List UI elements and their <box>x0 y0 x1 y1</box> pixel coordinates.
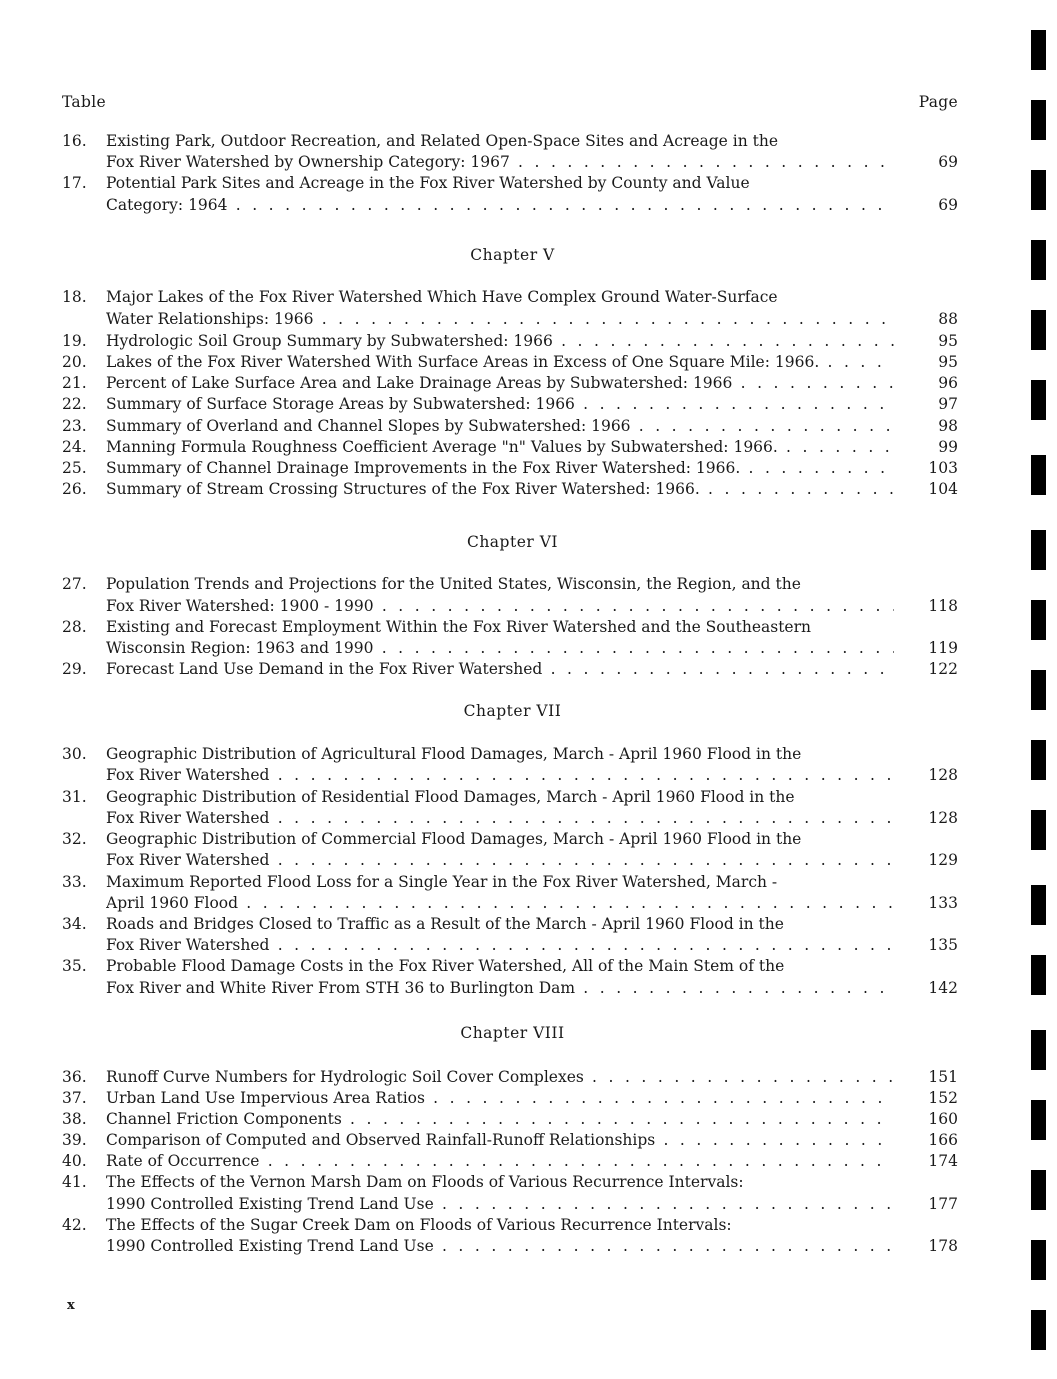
table-title: 1990 Controlled Existing Trend Land Use . . . <box>106 1236 894 1257</box>
table-number: 28. <box>62 618 87 636</box>
table-title: Fox River Watershed . . . <box>106 808 894 829</box>
table-number: 37. <box>62 1089 87 1107</box>
toc-entry-line <box>62 309 958 330</box>
page-number: 122 <box>928 660 958 678</box>
table-number: 18. <box>62 288 87 306</box>
table-title: The Effects of the Vernon Marsh Dam on Floods of Various Recurrence Intervals: <box>106 1173 744 1191</box>
page-number: 119 <box>928 639 958 657</box>
toc-entry-line <box>62 195 958 216</box>
toc-entry-line <box>62 574 958 595</box>
toc-entry-line <box>62 1194 958 1215</box>
edge-mark <box>1031 1310 1046 1350</box>
table-title: Fox River Watershed by Ownership Category: 1967 . . . <box>106 152 894 173</box>
column-header-page: Page <box>918 93 958 111</box>
table-title: Potential Park Sites and Acreage in the Fox River Watershed by County and Value <box>106 174 750 192</box>
table-title: Fox River Watershed . . . <box>106 850 894 871</box>
table-title: Maximum Reported Flood Loss for a Single Year in the Fox River Watershed, March - <box>106 873 778 891</box>
table-title: Manning Formula Roughness Coefficient Average "n" Values by Subwatershed: 1966. . . . <box>106 437 894 458</box>
toc-entry-line <box>62 617 958 638</box>
edge-mark <box>1031 600 1046 640</box>
page-number: 97 <box>938 395 958 413</box>
toc-entry-line <box>62 1215 958 1236</box>
table-number: 35. <box>62 957 87 975</box>
toc-entry-line <box>62 1236 958 1257</box>
toc-entry-line <box>62 1109 958 1130</box>
table-number: 39. <box>62 1131 87 1149</box>
page-number: 104 <box>928 480 958 498</box>
table-title: Major Lakes of the Fox River Watershed Which Have Complex Ground Water-Surface <box>106 288 778 306</box>
toc-entry-line <box>62 765 958 786</box>
table-number: 19. <box>62 332 87 350</box>
toc-entry-line <box>62 287 958 308</box>
edge-mark <box>1031 30 1046 70</box>
toc-entry-line <box>62 893 958 914</box>
edge-mark <box>1031 170 1046 210</box>
toc-entry-line <box>62 458 958 479</box>
table-title: Summary of Surface Storage Areas by Subwatershed: 1966 . . . <box>106 394 894 415</box>
table-title: Geographic Distribution of Commercial Flood Damages, March - April 1960 Flood in the <box>106 830 802 848</box>
table-title: Lakes of the Fox River Watershed With Surface Areas in Excess of One Square Mile: 1966. . . . <box>106 352 894 373</box>
table-title: Wisconsin Region: 1963 and 1990 . . . <box>106 638 894 659</box>
toc-entry-line <box>62 956 958 977</box>
table-title: Channel Friction Components . . . <box>106 1109 894 1130</box>
table-number: 41. <box>62 1173 87 1191</box>
page-number: 96 <box>938 374 958 392</box>
page-number: 103 <box>928 459 958 477</box>
chapter-heading: Chapter VI <box>466 533 559 551</box>
edge-mark <box>1031 455 1046 495</box>
table-title: Probable Flood Damage Costs in the Fox River Watershed, All of the Main Stem of the <box>106 957 785 975</box>
page-number: 135 <box>928 936 958 954</box>
chapter-heading: Chapter V <box>470 246 555 264</box>
toc-entry-line <box>62 744 958 765</box>
page-number: 118 <box>928 597 958 615</box>
table-title: Rate of Occurrence . . . <box>106 1151 894 1172</box>
table-title: Geographic Distribution of Residential Flood Damages, March - April 1960 Flood in the <box>106 788 795 806</box>
table-number: 40. <box>62 1152 87 1170</box>
table-number: 24. <box>62 438 87 456</box>
page-number: 178 <box>928 1237 958 1255</box>
toc-entry-line <box>62 1067 958 1088</box>
table-title: Fox River Watershed . . . <box>106 765 894 786</box>
page-number: 177 <box>928 1195 958 1213</box>
table-number: 42. <box>62 1216 87 1234</box>
table-title: Roads and Bridges Closed to Traffic as a Result of the March - April 1960 Flood in the <box>106 915 784 933</box>
toc-entry-line <box>62 914 958 935</box>
table-number: 23. <box>62 417 87 435</box>
table-number: 22. <box>62 395 87 413</box>
table-title: Summary of Channel Drainage Improvements in the Fox River Watershed: 1966. . . . <box>106 458 894 479</box>
page-number: 129 <box>928 851 958 869</box>
page-number-footer: x <box>67 1298 75 1313</box>
page-number: 95 <box>938 353 958 371</box>
table-number: 29. <box>62 660 87 678</box>
table-title: Fox River Watershed: 1900 - 1990 . . . <box>106 596 894 617</box>
page-number: 152 <box>928 1089 958 1107</box>
table-number: 21. <box>62 374 87 392</box>
toc-entry-line <box>62 638 958 659</box>
edge-mark <box>1031 380 1046 420</box>
table-title: Geographic Distribution of Agricultural Flood Damages, March - April 1960 Flood in the <box>106 745 802 763</box>
toc-entry-line <box>62 787 958 808</box>
edge-mark <box>1031 530 1046 570</box>
toc-entry-line <box>62 1172 958 1193</box>
edge-mark <box>1031 1170 1046 1210</box>
table-number: 20. <box>62 353 87 371</box>
toc-entry-line <box>62 1130 958 1151</box>
toc-entry-line <box>62 437 958 458</box>
table-title: Existing Park, Outdoor Recreation, and Related Open-Space Sites and Acreage in the <box>106 132 779 150</box>
chapter-heading: Chapter VIII <box>460 1024 565 1042</box>
chapter-heading: Chapter VII <box>463 702 562 720</box>
toc-entry-line <box>62 850 958 871</box>
toc-entry-line <box>62 1088 958 1109</box>
edge-mark <box>1031 1100 1046 1140</box>
toc-entry-line <box>62 808 958 829</box>
toc-entry-line <box>62 394 958 415</box>
table-number: 32. <box>62 830 87 848</box>
table-title: Urban Land Use Impervious Area Ratios . . . <box>106 1088 894 1109</box>
table-number: 30. <box>62 745 87 763</box>
toc-entry-line <box>62 596 958 617</box>
page-number: 160 <box>928 1110 958 1128</box>
toc-entry-line <box>62 373 958 394</box>
edge-mark <box>1031 885 1046 925</box>
page-number: 166 <box>928 1131 958 1149</box>
table-number: 25. <box>62 459 87 477</box>
edge-mark <box>1031 810 1046 850</box>
table-title: Summary of Overland and Channel Slopes by Subwatershed: 1966 . . . <box>106 416 894 437</box>
edge-mark <box>1031 310 1046 350</box>
table-number: 34. <box>62 915 87 933</box>
table-title: Water Relationships: 1966 . . . <box>106 309 894 330</box>
table-number: 36. <box>62 1068 87 1086</box>
toc-entry-line <box>62 872 958 893</box>
edge-mark <box>1031 100 1046 140</box>
page-number: 142 <box>928 979 958 997</box>
table-title: The Effects of the Sugar Creek Dam on Floods of Various Recurrence Intervals: <box>106 1216 732 1234</box>
toc-entry-line <box>62 479 958 500</box>
page-number: 128 <box>928 766 958 784</box>
table-title: Forecast Land Use Demand in the Fox River Watershed . . . <box>106 659 894 680</box>
table-number: 27. <box>62 575 87 593</box>
table-title: Existing and Forecast Employment Within the Fox River Watershed and the Southeastern <box>106 618 811 636</box>
table-title: Summary of Stream Crossing Structures of the Fox River Watershed: 1966. . . . <box>106 479 894 500</box>
page-number: 99 <box>938 438 958 456</box>
toc-entry-line <box>62 173 958 194</box>
page-number: 69 <box>938 196 958 214</box>
page-number: 128 <box>928 809 958 827</box>
table-title: Category: 1964 . . . <box>106 195 894 216</box>
toc-entry-line <box>62 1151 958 1172</box>
edge-mark <box>1031 1030 1046 1070</box>
edge-mark <box>1031 240 1046 280</box>
toc-entry-line <box>62 416 958 437</box>
edge-mark <box>1031 740 1046 780</box>
table-number: 31. <box>62 788 87 806</box>
page-number: 151 <box>928 1068 958 1086</box>
page-number: 88 <box>938 310 958 328</box>
edge-mark <box>1031 955 1046 995</box>
page-number: 95 <box>938 332 958 350</box>
toc-entry-line <box>62 131 958 152</box>
table-title: Fox River Watershed . . . <box>106 935 894 956</box>
page-number: 174 <box>928 1152 958 1170</box>
edge-mark <box>1031 1240 1046 1280</box>
toc-entry-line <box>62 978 958 999</box>
page-number: 69 <box>938 153 958 171</box>
toc-entry-line <box>62 659 958 680</box>
table-number: 26. <box>62 480 87 498</box>
table-number: 38. <box>62 1110 87 1128</box>
table-title: April 1960 Flood . . . <box>106 893 894 914</box>
toc-entry-line <box>62 152 958 173</box>
toc-entry-line <box>62 331 958 352</box>
table-title: Fox River and White River From STH 36 to Burlington Dam . . . <box>106 978 894 999</box>
table-number: 16. <box>62 132 87 150</box>
edge-mark <box>1031 670 1046 710</box>
table-number: 33. <box>62 873 87 891</box>
page-number: 133 <box>928 894 958 912</box>
column-header-table: Table <box>62 93 106 111</box>
table-title: Runoff Curve Numbers for Hydrologic Soil Cover Complexes . . . <box>106 1067 894 1088</box>
page-number: 98 <box>938 417 958 435</box>
table-title: 1990 Controlled Existing Trend Land Use . . . <box>106 1194 894 1215</box>
toc-entry-line <box>62 352 958 373</box>
toc-entry-line <box>62 829 958 850</box>
table-title: Population Trends and Projections for the United States, Wisconsin, the Region, and the <box>106 575 801 593</box>
table-number: 17. <box>62 174 87 192</box>
toc-entry-line <box>62 935 958 956</box>
table-title: Hydrologic Soil Group Summary by Subwatershed: 1966 . . . <box>106 331 894 352</box>
table-title: Comparison of Computed and Observed Rainfall-Runoff Relationships . . . <box>106 1130 894 1151</box>
table-title: Percent of Lake Surface Area and Lake Drainage Areas by Subwatershed: 1966 . . . <box>106 373 894 394</box>
